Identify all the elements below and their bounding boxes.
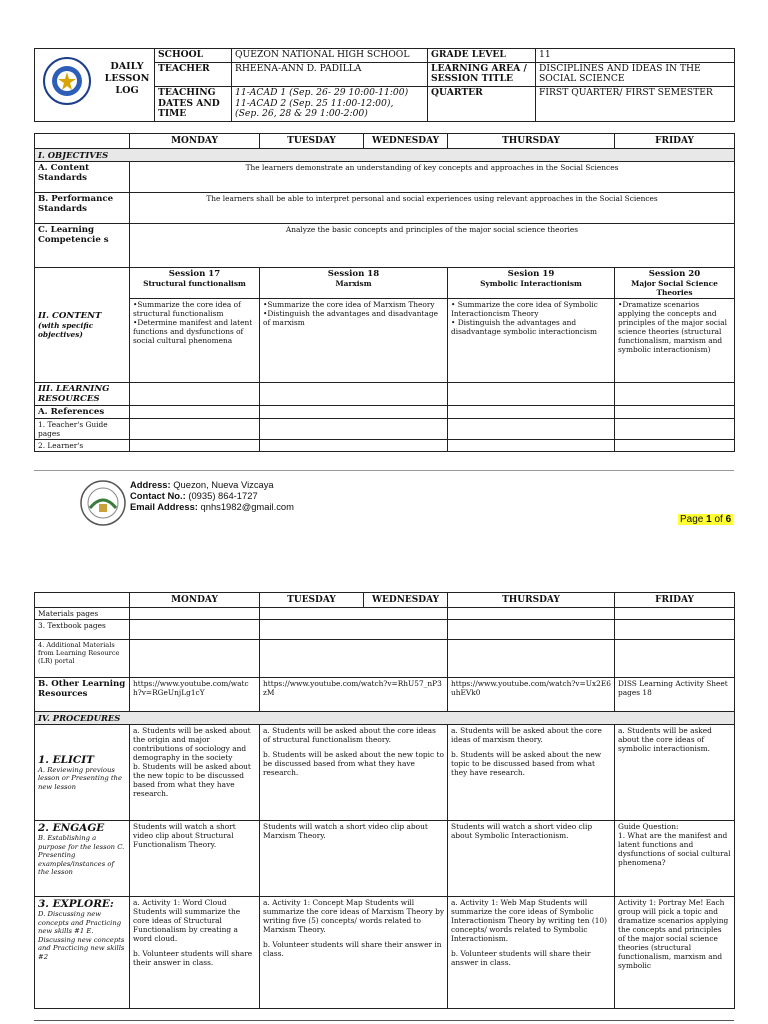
school-value: QUEZON NATIONAL HIGH SCHOOL bbox=[232, 49, 428, 63]
explore-label-cell: 3. EXPLORE: D. Discussing new concepts and Practicing new skills #1 E. Discussing new concepts and Practicing new skills #2 bbox=[35, 897, 130, 1009]
engage-friday: Guide Question: 1. What are the manifest and latent functions and dysfunctions of social cultural phenomena? bbox=[615, 821, 735, 897]
explore-thursday: a. Activity 1: Web Map Students will summarize the core ideas of Symbolic Interactionism Theory by writing ten (10) concepts/ words related to Symbolic Interactionism. b. Volunteer students will share their answer in class. bbox=[448, 897, 615, 1009]
day-wednesday-2: WEDNESDAY bbox=[364, 593, 448, 608]
elicit-monday: a. Students will be asked about the origin and major contributions of sociology and demography in the society b. Students will be asked about the new topic to be discussed based from what they have research. bbox=[130, 725, 260, 821]
learning-competencies-label: C. Learning Competencie s bbox=[35, 224, 130, 268]
learning-area-value: DISCIPLINES AND IDEAS IN THE SOCIAL SCIENCE bbox=[536, 62, 735, 86]
page-number: Page 1 of 6 bbox=[680, 514, 732, 525]
content-standards-text: The learners demonstrate an understanding of key concepts and approaches in the Social Sciences bbox=[130, 162, 735, 193]
session-17-header: Session 17 Structural functionalism bbox=[130, 268, 260, 299]
objectives-title: I. OBJECTIVES bbox=[35, 149, 735, 162]
teacher-value: RHEENA-ANN D. PADILLA bbox=[232, 62, 428, 86]
header-table bbox=[34, 48, 735, 122]
contact-value: (0935) 864-1727 bbox=[185, 490, 258, 501]
other-resource-thursday[interactable]: https://www.youtube.com/watch?v=Ux2E6uhEVk0 bbox=[448, 678, 615, 712]
session-19-header: Sesion 19 Symbolic Interactionism bbox=[448, 268, 615, 299]
day-thursday-2: THURSDAY bbox=[448, 593, 615, 608]
additional-materials-label: 4. Additional Materials from Learning Resource (LR) portal bbox=[35, 640, 130, 678]
session-20-header: Session 20 Major Social Science Theories bbox=[615, 268, 735, 299]
references-label: A. References bbox=[35, 406, 130, 419]
day-monday-2: MONDAY bbox=[130, 593, 260, 608]
day-friday: FRIDAY bbox=[615, 134, 735, 149]
email-value: qnhs1982@gmail.com bbox=[197, 501, 294, 512]
other-resource-monday[interactable]: https://www.youtube.com/watch?v=RGeUnjLg1cY bbox=[130, 678, 260, 712]
engage-thursday: Students will watch a short video clip about Symbolic Interactionism. bbox=[448, 821, 615, 897]
content-label-cell: II. CONTENT (with specific objectives) bbox=[35, 268, 130, 383]
footer-divider bbox=[34, 470, 734, 471]
session-17-objectives: •Summarize the core idea of structural functionalism •Determine manifest and latent functions and dysfunctions of social cultural phenomena bbox=[130, 299, 260, 383]
procedures-title: IV. PROCEDURES bbox=[35, 712, 735, 725]
session-20-objectives: •Dramatize scenarios applying the concepts and principles of the major social science theories (structural functionalism, marxism and symbolic interactionism) bbox=[615, 299, 735, 383]
footer-contact: Address: Quezon, Nueva Vizcaya Contact No.: (0935) 864-1727 Email Address: qnhs1982@gmail.com bbox=[130, 479, 294, 512]
session-19-objectives: • Summarize the core idea of Symbolic Interactioncism Theory • Distinguish the advantages and disadvantage symbolic interactioncism bbox=[448, 299, 615, 383]
page-footer bbox=[80, 478, 740, 538]
teacher-label: TEACHER bbox=[155, 62, 232, 86]
bottom-divider bbox=[34, 1020, 734, 1021]
days-header-row bbox=[35, 134, 735, 149]
elicit-tuesday: a. Students will be asked about the core ideas of structural functionalism theory. b. Students will be asked about the new topic to be discussed based from what they have research. bbox=[260, 725, 448, 821]
school-label: SCHOOL bbox=[155, 49, 232, 63]
performance-standards-label: B. Performance Standards bbox=[35, 193, 130, 224]
dates-value: 11-ACAD 1 (Sep. 26- 29 10:00-11:00) 11-ACAD 2 (Sep. 25 11:00-12:00), (Sep. 26, 28 & 29 1:00-2:00) bbox=[232, 87, 428, 122]
grade-level-value: 11 bbox=[536, 49, 735, 63]
dates-label: TEACHING DATES AND TIME bbox=[155, 87, 232, 122]
materials-label: Materials pages bbox=[35, 608, 130, 620]
learning-resources-title: III. LEARNING RESOURCES bbox=[35, 383, 130, 406]
explore-tuesday: a. Activity 1: Concept Map Students will summarize the core ideas of Marxism Theory by writing five (5) concepts/ words related to Marxism Theory. b. Volunteer students will share their answer in class. bbox=[260, 897, 448, 1009]
address-value: Quezon, Nueva Vizcaya bbox=[170, 479, 274, 490]
dll-procedures-table bbox=[34, 592, 735, 1009]
other-resource-tuesday[interactable]: https://www.youtube.com/watch?v=RhU57_nP3zM bbox=[260, 678, 448, 712]
days-header-row-2 bbox=[35, 593, 735, 608]
dll-title-cell bbox=[35, 49, 155, 122]
dll-title: DAILY LESSON LOG bbox=[104, 61, 150, 96]
session-18-objectives: •Summarize the core idea of Marxism Theory •Distinguish the advantages and disadvantage of marxism bbox=[260, 299, 448, 383]
textbook-label: 3. Textbook pages bbox=[35, 620, 130, 640]
day-thursday: THURSDAY bbox=[448, 134, 615, 149]
day-monday: MONDAY bbox=[130, 134, 260, 149]
day-wednesday: WEDNESDAY bbox=[364, 134, 448, 149]
elicit-label-cell: 1. ELICIT A. Reviewing previous lesson or Presenting the new lesson bbox=[35, 725, 130, 821]
day-friday-2: FRIDAY bbox=[615, 593, 735, 608]
quarter-label: QUARTER bbox=[428, 87, 536, 122]
session-18-header: Session 18 Marxism bbox=[260, 268, 448, 299]
engage-monday: Students will watch a short video clip about Structural Functionalism Theory. bbox=[130, 821, 260, 897]
content-standards-label: A. Content Standards bbox=[35, 162, 130, 193]
elicit-friday: a. Students will be asked about the core ideas of symbolic interactionism. bbox=[615, 725, 735, 821]
engage-label-cell: 2. ENGAGE B. Establishing a purpose for the lesson C. Presenting examples/instances of the lesson bbox=[35, 821, 130, 897]
day-tuesday: TUESDAY bbox=[260, 134, 364, 149]
deped-seal-icon bbox=[43, 57, 91, 105]
explore-monday: a. Activity 1: Word Cloud Students will summarize the core ideas of Structural Functionalism by creating a word cloud. b. Volunteer students will share their answer in class. bbox=[130, 897, 260, 1009]
other-resources-label: B. Other Learning Resources bbox=[35, 678, 130, 712]
dll-main-table bbox=[34, 133, 735, 452]
learning-competencies-text: Analyze the basic concepts and principles of the major social science theories bbox=[130, 224, 735, 268]
other-resource-friday: DISS Learning Activity Sheet pages 18 bbox=[615, 678, 735, 712]
engage-tuesday: Students will watch a short video clip about Marxism Theory. bbox=[260, 821, 448, 897]
school-logo-icon bbox=[80, 480, 126, 526]
quarter-value: FIRST QUARTER/ FIRST SEMESTER bbox=[536, 87, 735, 122]
learning-area-label: LEARNING AREA / SESSION TITLE bbox=[428, 62, 536, 86]
day-tuesday-2: TUESDAY bbox=[260, 593, 364, 608]
learners-label: 2. Learner's bbox=[35, 440, 130, 452]
performance-standards-text: The learners shall be able to interpret personal and social experiences using relevant approaches in the Social Sciences bbox=[130, 193, 735, 224]
grade-level-label: GRADE LEVEL bbox=[428, 49, 536, 63]
teachers-guide-label: 1. Teacher's Guide pages bbox=[35, 419, 130, 440]
explore-friday: Activity 1: Portray Me! Each group will pick a topic and dramatize scenarios applying the concepts and principles of the major social science theories (structural functionalism, marxism and symbolic bbox=[615, 897, 735, 1009]
elicit-thursday: a. Students will be asked about the core ideas of marxism theory. b. Students will be asked about the new topic to be discussed based from what they have research. bbox=[448, 725, 615, 821]
